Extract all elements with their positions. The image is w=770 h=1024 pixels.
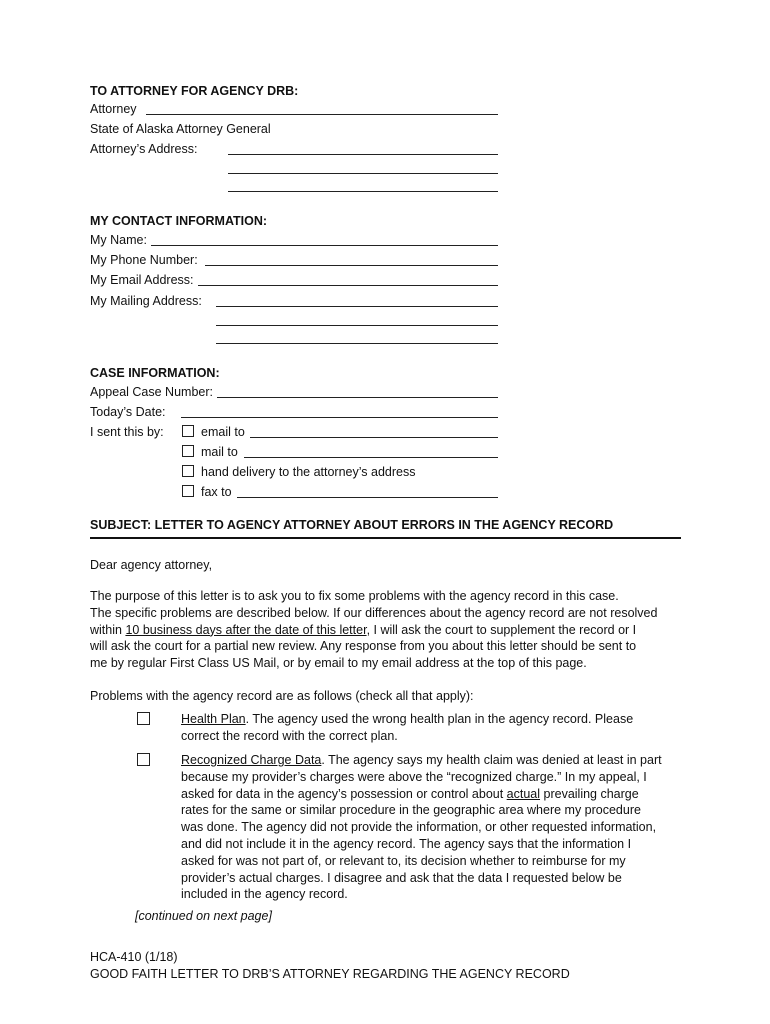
health-plan-checkbox[interactable] (137, 712, 150, 725)
case-heading: CASE INFORMATION: (90, 366, 220, 380)
rc-line-5: was done. The agency did not provide the information, or other requested information, (181, 820, 657, 835)
option-mail: mail to (201, 445, 238, 459)
option-fax: fax to (201, 485, 232, 499)
email-checkbox[interactable] (182, 425, 194, 437)
option-email: email to (201, 425, 245, 439)
salutation: Dear agency attorney, (90, 558, 213, 572)
mailing-line-1[interactable] (216, 306, 498, 307)
rc-line-3 (181, 786, 662, 803)
rc-line-6: and did not include it in the agency record. The agency says that the information I (181, 836, 632, 851)
sent-by-label: I sent this by: (90, 425, 164, 439)
purpose-line-2: The specific problems are described below. If our differences about the agency record are not resolved (90, 605, 658, 620)
phone-label: My Phone Number: (90, 253, 198, 267)
fax-checkbox[interactable] (182, 485, 194, 497)
rc-line-3a: asked for data in the agency’s possession or control about (181, 786, 507, 801)
option-hand-delivery: hand delivery to the attorney’s address (201, 465, 416, 479)
subject-line: SUBJECT: LETTER TO AGENCY ATTORNEY ABOUT ERRORS IN THE AGENCY RECORD (90, 518, 614, 532)
attorney-heading: TO ATTORNEY FOR AGENCY DRB: (90, 84, 299, 98)
purpose-line-4: will ask the court for a partial new review. Any response from you about this letter should be sent to (90, 639, 637, 654)
rc-line-3b: prevailing charge (540, 786, 639, 801)
appeal-line[interactable] (217, 397, 498, 398)
continued-note: [continued on next page] (135, 909, 272, 923)
purpose-line-3b: , I will ask the court to supplement the record or I (366, 622, 637, 637)
email-line[interactable] (198, 285, 498, 286)
recognized-charge-checkbox[interactable] (137, 753, 150, 766)
appeal-label: Appeal Case Number: (90, 385, 213, 399)
ag-line: State of Alaska Attorney General (90, 122, 271, 136)
name-label: My Name: (90, 233, 147, 247)
email-to-line[interactable] (250, 437, 498, 438)
deadline-text: 10 business days after the date of this letter (125, 622, 367, 637)
footer-title: GOOD FAITH LETTER TO DRB’S ATTORNEY REGARDING THE AGENCY RECORD (90, 967, 570, 981)
attorney-label: Attorney (90, 102, 137, 116)
date-label: Today’s Date: (90, 405, 166, 419)
rc-line-8: provider’s actual charges. I disagree and ask that the data I requested below be (181, 870, 622, 885)
purpose-line-3a: within (90, 622, 126, 637)
purpose-paragraph (90, 588, 657, 672)
hand-delivery-checkbox[interactable] (182, 465, 194, 477)
email-label: My Email Address: (90, 273, 194, 287)
health-plan-line-1 (181, 711, 633, 728)
mailing-line-3[interactable] (216, 343, 498, 344)
name-line[interactable] (151, 245, 498, 246)
mailing-line-2[interactable] (216, 325, 498, 326)
attorney-address-label: Attorney’s Address: (90, 142, 198, 156)
problems-intro: Problems with the agency record are as follows (check all that apply): (90, 689, 474, 703)
purpose-line-5: me by regular First Class US Mail, or by email to my email address at the top of this page. (90, 656, 587, 671)
phone-line[interactable] (205, 265, 498, 266)
attorney-address-line-1[interactable] (228, 154, 498, 155)
rc-line-2: because my provider’s charges were above the “recognized charge.” In my appeal, I (181, 769, 647, 784)
recognized-charge-title: Recognized Charge Data (181, 753, 322, 767)
mail-to-line[interactable] (244, 457, 498, 458)
rc-line-9: included in the agency record. (181, 887, 348, 902)
purpose-line-3 (90, 622, 657, 639)
health-plan-item (181, 711, 633, 745)
fax-to-line[interactable] (237, 497, 498, 498)
mailing-label: My Mailing Address: (90, 294, 202, 308)
form-number: HCA-410 (1/18) (90, 950, 178, 964)
attorney-name-line[interactable] (146, 114, 498, 115)
contact-heading: MY CONTACT INFORMATION: (90, 214, 268, 228)
rc-line-7: asked for was not part of, or relevant to, its decision whether to reimburse for my (181, 853, 626, 868)
health-plan-text-1: . The agency used the wrong health plan in the agency record. Please (245, 712, 634, 726)
recognized-charge-item (181, 752, 662, 903)
health-plan-title: Health Plan (181, 712, 246, 726)
mail-checkbox[interactable] (182, 445, 194, 457)
subject-rule (90, 537, 681, 539)
purpose-line-1: The purpose of this letter is to ask you to fix some problems with the agency record in this case. (90, 589, 619, 603)
actual-text: actual (506, 786, 541, 801)
attorney-address-line-3[interactable] (228, 191, 498, 192)
rc-text-1: . The agency says my health claim was denied at least in part (321, 753, 662, 767)
date-line[interactable] (181, 417, 498, 418)
rc-line-4: rates for the same or similar procedure in the geographic area where my procedure (181, 803, 641, 818)
health-plan-line-2: correct the record with the correct plan. (181, 728, 398, 743)
rc-line-1 (181, 752, 662, 769)
attorney-address-line-2[interactable] (228, 173, 498, 174)
